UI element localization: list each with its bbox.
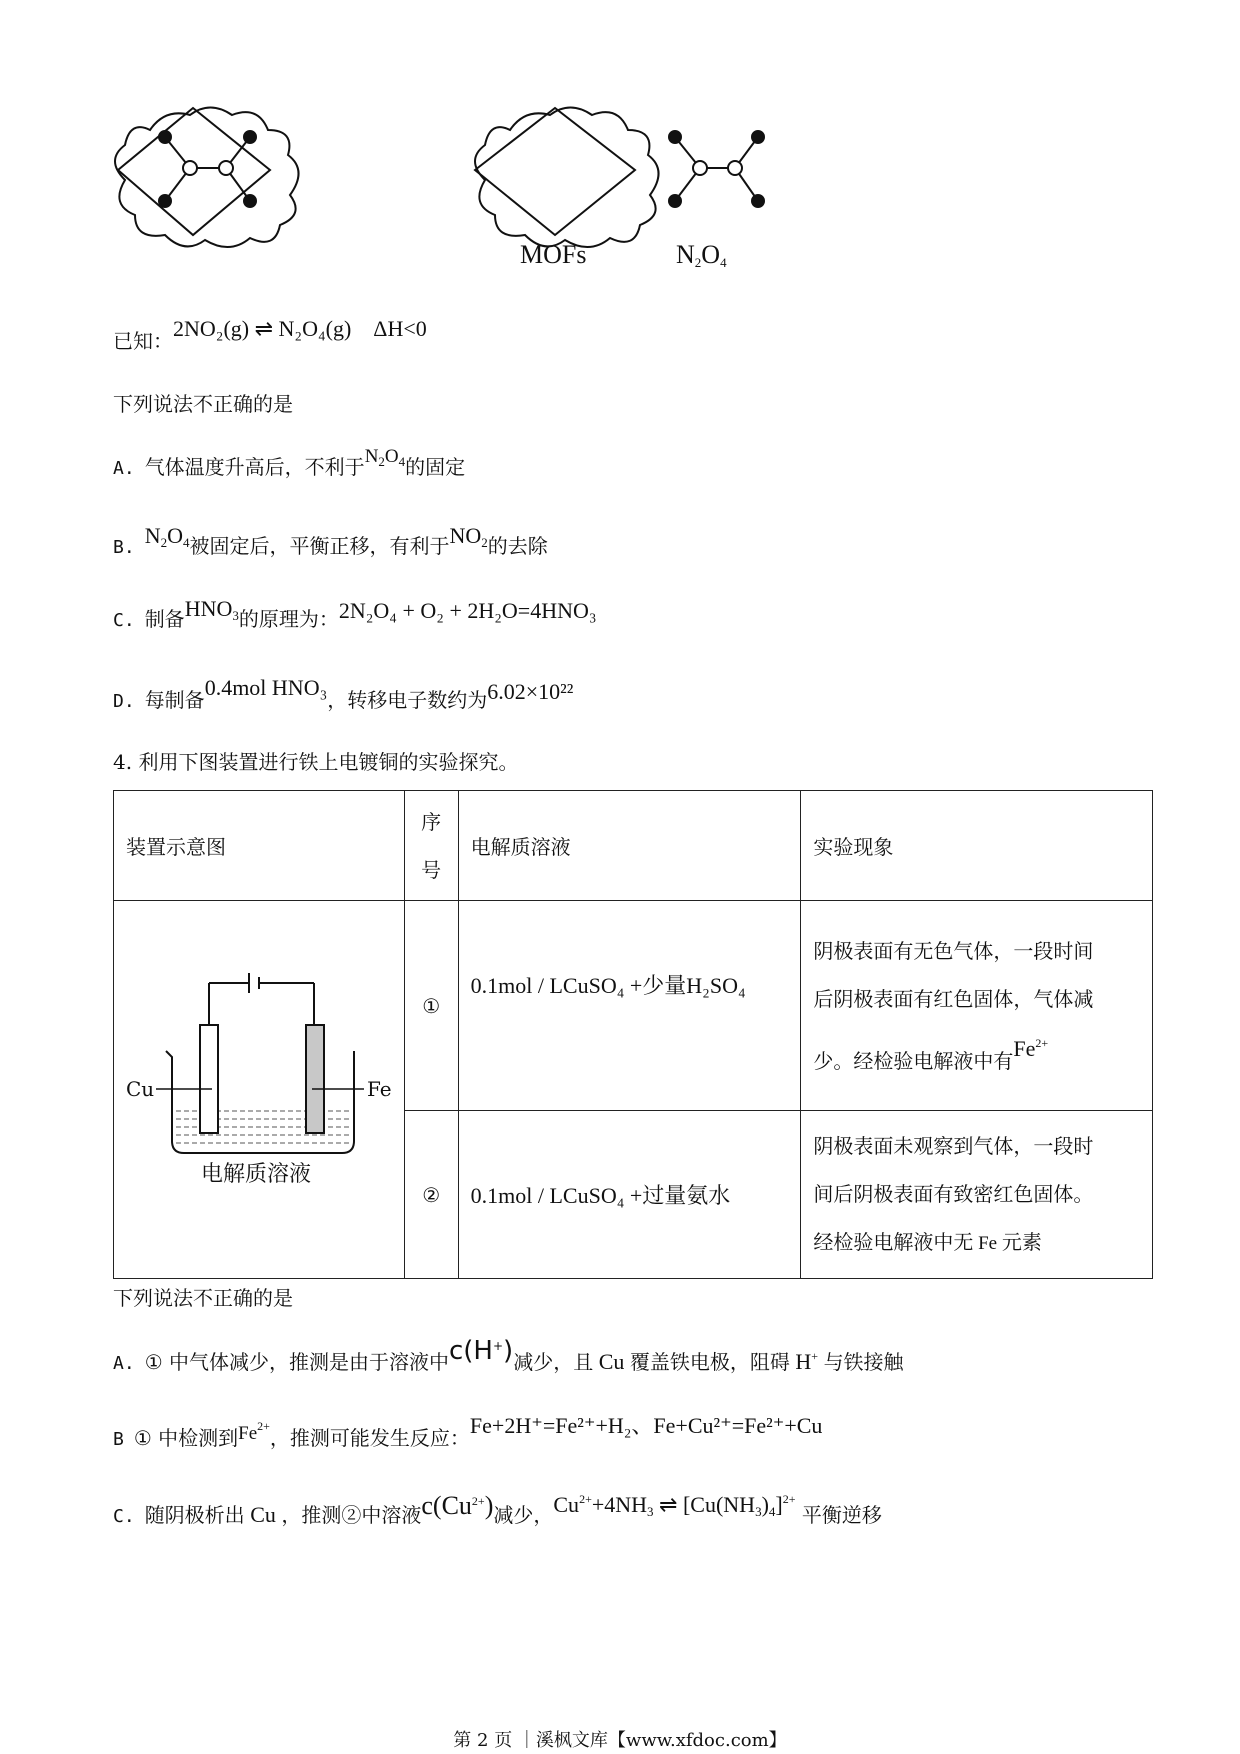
mofs-label: MOFs xyxy=(520,240,587,269)
row-solution: 0.1mol / LCuSO₄ +少量H₂SO₄ xyxy=(458,901,801,1111)
fe-label: Fe xyxy=(367,1077,392,1101)
q4-option-c: C. 随阴极析出 Cu ，推测②中溶液$c(Cu^{2+})$减少，$Cu^{2+}+4NH_3$ ⇌ $[Cu(NH_3)_4]^{2+}$ 平衡逆移 xyxy=(113,1491,882,1527)
n2o4-label: $N_2O_4$ xyxy=(676,240,727,270)
row-number: ② xyxy=(404,1111,458,1279)
fe-electrode xyxy=(306,1025,324,1133)
mof-with-n2o4-diagram xyxy=(115,108,299,248)
q3-option-b: B. $N_2O_4$被固定后，平衡正移，有利于$NO_2$的去除 xyxy=(113,523,548,558)
table-header-row xyxy=(114,791,1153,901)
q3-option-a: A. 气体温度升高后，不利于$N_2O_4$的固定 xyxy=(113,446,466,479)
q3-option-d: D. 每制备0.4mol HNO₃，转移电子数约为6.02×10²² xyxy=(113,675,574,712)
known-equation: 已知：2NO₂(g) ⇌ N₂O₄(g) ΔH<0 xyxy=(113,316,427,353)
header-apparatus: 装置示意图 xyxy=(114,791,405,901)
q3-stem: 下列说法不正确的是 xyxy=(113,392,293,416)
n2o4-molecule-diagram xyxy=(669,131,764,207)
header-phenomenon: 实验现象 xyxy=(801,791,1153,901)
mofs-diagram xyxy=(475,108,659,248)
cu-label: Cu xyxy=(126,1077,155,1101)
q4-stem: 下列说法不正确的是 xyxy=(113,1286,293,1310)
q4-title: 4. 利用下图装置进行铁上电镀铜的实验探究。 xyxy=(113,750,519,774)
row-number: ① xyxy=(404,901,458,1111)
cu-electrode xyxy=(200,1025,218,1133)
experiment-table xyxy=(113,790,1153,1279)
q4-option-b: B ① 中检测到$Fe^{2+}$，推测可能发生反应：Fe+2H⁺=Fe²⁺+H₂、Fe+Cu²⁺=Fe²⁺+Cu xyxy=(113,1413,823,1450)
q4-option-a: A. ① 中气体减少，推测是由于溶液中c(H+)减少，且 Cu 覆盖铁电极，阻碍 H+ 与铁接触 xyxy=(113,1336,904,1374)
page-footer: 第 2 页 ｜溪枫文库【www.xfdoc.com】 xyxy=(453,1730,787,1751)
header-solution: 电解质溶液 xyxy=(458,791,801,901)
table-row xyxy=(114,901,1153,1111)
electroplating-apparatus-diagram xyxy=(114,901,405,1279)
q3-option-c: C. 制备$HNO_3$的原理为：2N₂O₄ + O₂ + 2H₂O=4HNO₃ xyxy=(113,596,597,631)
row-phenomenon: 阴极表面未观察到气体，一段时 间后阴极表面有致密红色固体。 经检验电解液中无 Fe 元素 xyxy=(801,1111,1153,1279)
row-phenomenon: 阴极表面有无色气体，一段时间 后阴极表面有红色固体，气体减 少。经检验电解液中有$Fe^{2+}$ xyxy=(801,901,1153,1111)
apparatus-cell xyxy=(114,901,405,1279)
header-number: 序号 xyxy=(404,791,458,901)
row-solution: 0.1mol / LCuSO₄ +过量氨水 xyxy=(458,1111,801,1279)
electrolyte-caption: 电解质溶液 xyxy=(201,1162,312,1187)
